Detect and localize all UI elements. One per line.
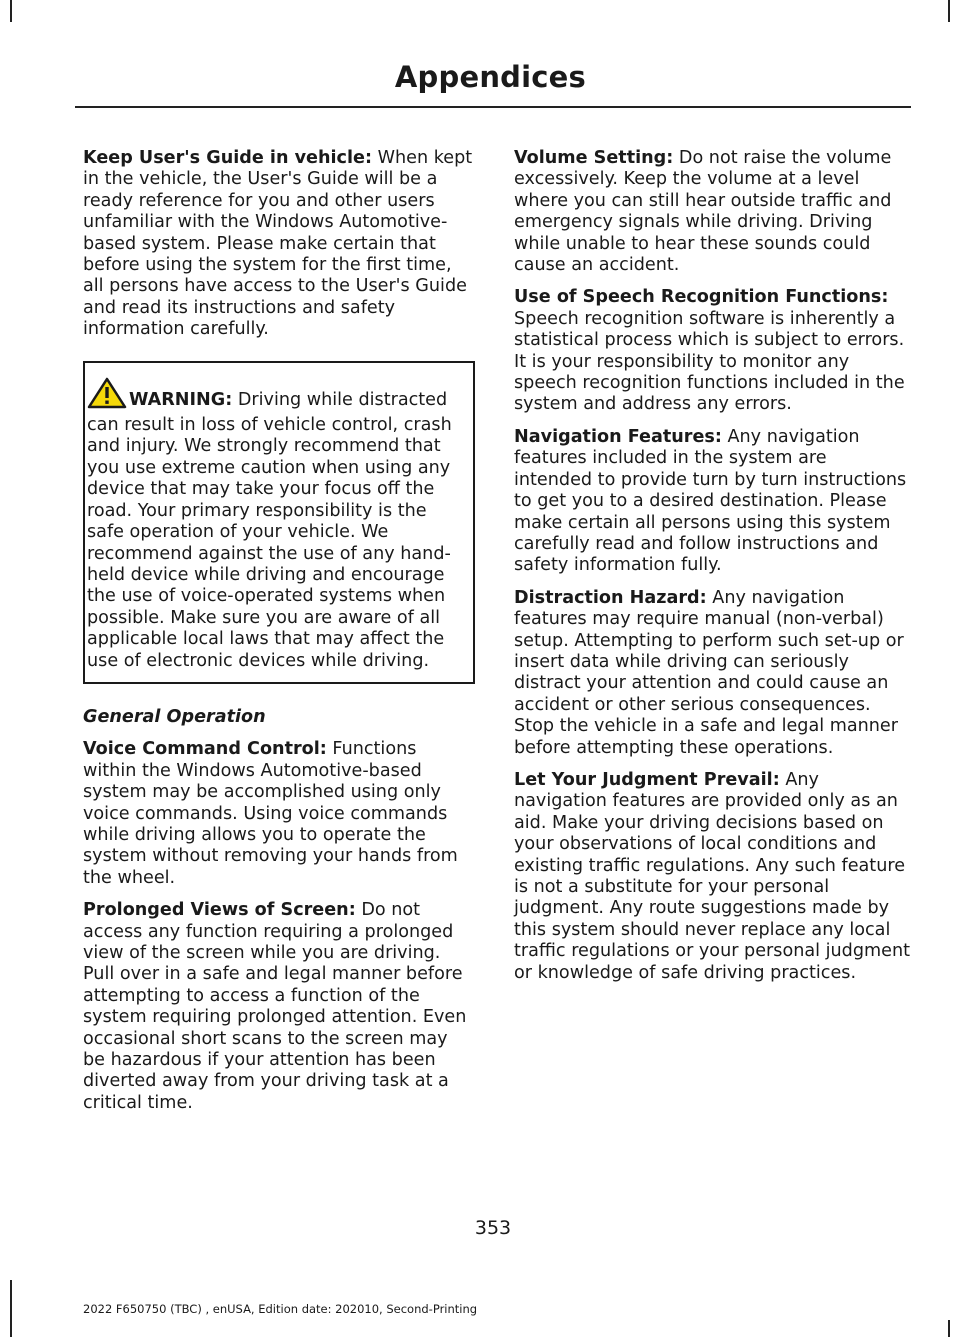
warning-label: WARNING: (129, 389, 233, 410)
paragraph-volume (514, 148, 910, 276)
judgment-text: Any navigation features are provided only as an aid. Make your driving decisions based on your observations of local conditions and existing traffic regulations. Any such feature is not a substitute for your personal judgment. Any route suggestions made by this system should never replace any local traffic regulations or your personal judgment or knowledge of safe driving practices. (514, 769, 911, 983)
speech-text: Speech recognition software is inherently a statistical process which is subject to errors. It is your responsibility to monitor any speech recognition functions included in the system and address any errors. (514, 308, 905, 415)
keep-guide-heading: Keep User's Guide in vehicle: (83, 148, 372, 168)
crop-mark-top-left (10, 0, 12, 22)
footer-edition: 2022 F650750 (TBC) , enUSA, Edition date: 202010, Second-Printing (83, 1302, 478, 1316)
paragraph-prolonged-views (83, 900, 475, 1114)
distraction-text: Any navigation features may require manual (non-verbal) setup. Attempting to perform such set-up or insert data while driving can seriously distract your attention and could cause an accident or other serious consequences. Stop the vehicle in a safe and legal manner before attempting these operations. (514, 587, 904, 758)
left-column (83, 148, 475, 1125)
voice-command-heading: Voice Command Control: (83, 739, 327, 760)
crop-mark-top-right (948, 0, 950, 22)
paragraph-keep-guide (83, 148, 475, 341)
speech-heading: Use of Speech Recognition Functions: (514, 287, 889, 308)
distraction-heading: Distraction Hazard: (514, 587, 707, 608)
crop-mark-bottom-right (948, 1320, 950, 1337)
page-number: 353 (474, 1217, 512, 1239)
voice-command-text: Functions within the Windows Automotive-based system may be accomplished using only voice commands. Using voice commands while driving allows you to operate the system without removing your hands from the wheel. (83, 739, 458, 888)
paragraph-speech-recognition (514, 287, 910, 415)
paragraph-judgment (514, 770, 910, 984)
volume-text: Do not raise the volume excessively. Keep the volume at a level where you can still hear outside traffic and emergency signals while driving. Driving while unable to hear these sounds could cause an accident. (514, 148, 892, 276)
header-divider (75, 106, 911, 108)
navigation-heading: Navigation Features: (514, 426, 722, 447)
warning-triangle-icon (87, 377, 127, 415)
volume-heading: Volume Setting: (514, 148, 674, 168)
prolonged-views-text: Do not access any function requiring a prolonged view of the screen while you are driving. Pull over in a safe and legal manner before attempting to access a function of the system requiring prolonged attention. Even occasional short scans to the screen may be hazardous if your attention has been diverted away from your driving task at a critical time. (83, 900, 467, 1113)
judgment-heading: Let Your Judgment Prevail: (514, 769, 780, 790)
right-column (514, 148, 910, 995)
prolonged-views-heading: Prolonged Views of Screen: (83, 900, 356, 921)
warning-text: Driving while distracted can result in loss of vehicle control, crash and injury. We strongly recommend that you use extreme caution when using any device that may take your focus off the road. Your primary responsibility is the safe operation of your vehicle. We recommend against the use of any hand-held device while driving and encourage the use of voice-operated systems when possible. Make sure you are aware of all applicable local laws that may affect the use of electronic devices while driving. (87, 389, 452, 671)
paragraph-voice-command (83, 739, 475, 889)
keep-guide-text: When kept in the vehicle, the User's Guide will be a ready reference for you and other users unfamiliar with the Windows Automotive-based system. Please make certain that before using the system for the first time, all persons have access to the User's Guide and read its instructions and safety information carefully. (83, 148, 473, 340)
navigation-text: Any navigation features included in the system are intended to provide turn by turn instructions to get you to a desired destination. Please make certain all persons using this system carefully read and follow instructions and safety information fully. (514, 426, 907, 576)
paragraph-navigation (514, 427, 910, 577)
crop-mark-bottom-left (10, 1280, 12, 1337)
warning-box (83, 361, 475, 684)
section-heading-general-operation: General Operation (83, 706, 266, 727)
page-title: Appendices (394, 60, 586, 94)
paragraph-distraction (514, 588, 910, 759)
